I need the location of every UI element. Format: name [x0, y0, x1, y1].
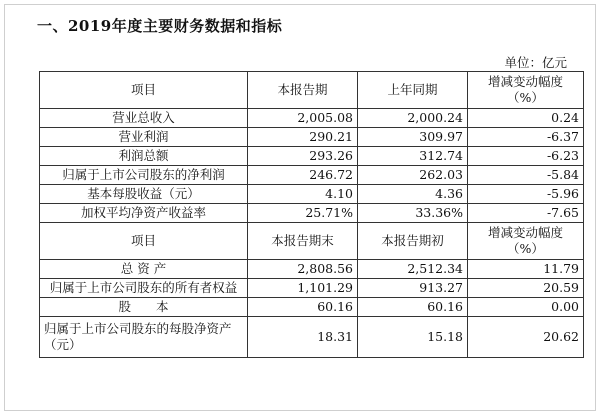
value-cell: 0.00: [468, 298, 584, 317]
value-cell: 290.21: [248, 128, 358, 147]
value-cell: 262.03: [358, 166, 468, 185]
row-label: 基本每股收益（元）: [40, 185, 248, 204]
table-row: [40, 109, 584, 128]
value-cell: 2,005.08: [248, 109, 358, 128]
table-row: [40, 185, 584, 204]
value-cell: 20.59: [468, 279, 584, 298]
value-cell: 4.36: [358, 185, 468, 204]
column-header: 本报告期末: [248, 223, 358, 260]
unit-label: 单位：亿元: [504, 55, 567, 70]
value-cell: 293.26: [248, 147, 358, 166]
value-cell: 33.36%: [358, 204, 468, 223]
value-cell: 20.62: [468, 317, 584, 358]
column-header: 上年同期: [358, 72, 468, 109]
column-header: 本报告期初: [358, 223, 468, 260]
table-row: [40, 298, 584, 317]
row-label: 营业总收入: [40, 109, 248, 128]
value-cell: 60.16: [248, 298, 358, 317]
value-cell: 309.97: [358, 128, 468, 147]
table-row: [40, 260, 584, 279]
value-cell: -6.37: [468, 128, 584, 147]
financial-table: [39, 71, 584, 358]
table-row: [40, 128, 584, 147]
row-label: 归属于上市公司股东的每股净资产 （元）: [40, 317, 248, 358]
table-row: [40, 279, 584, 298]
value-cell: 312.74: [358, 147, 468, 166]
value-cell: 2,000.24: [358, 109, 468, 128]
value-cell: -7.65: [468, 204, 584, 223]
value-cell: 246.72: [248, 166, 358, 185]
table-header-row: [40, 72, 584, 109]
value-cell: 15.18: [358, 317, 468, 358]
table-row: [40, 166, 584, 185]
table-row: [40, 317, 584, 358]
value-cell: 2,808.56: [248, 260, 358, 279]
table-row: [40, 204, 584, 223]
value-cell: -5.96: [468, 185, 584, 204]
value-cell: 11.79: [468, 260, 584, 279]
row-label: 总 资 产: [40, 260, 248, 279]
value-cell: 0.24: [468, 109, 584, 128]
row-label: 营业利润: [40, 128, 248, 147]
value-cell: 60.16: [358, 298, 468, 317]
row-label: 加权平均净资产收益率: [40, 204, 248, 223]
value-cell: 1,101.29: [248, 279, 358, 298]
column-header: 项目: [40, 223, 248, 260]
value-cell: 18.31: [248, 317, 358, 358]
row-label: 归属于上市公司股东的净利润: [40, 166, 248, 185]
value-cell: -5.84: [468, 166, 584, 185]
row-label: 利润总额: [40, 147, 248, 166]
column-header: 项目: [40, 72, 248, 109]
value-cell: 4.10: [248, 185, 358, 204]
value-cell: 2,512.34: [358, 260, 468, 279]
table-header-row: [40, 223, 584, 260]
column-header: 本报告期: [248, 72, 358, 109]
value-cell: 25.71%: [248, 204, 358, 223]
document-page: [4, 4, 596, 411]
row-label: 股 本: [40, 298, 248, 317]
section-heading: 一、2019年度主要财务数据和指标: [37, 17, 283, 35]
value-cell: -6.23: [468, 147, 584, 166]
column-header: 增减变动幅度 （%）: [468, 223, 584, 260]
column-header: 增减变动幅度 （%）: [468, 72, 584, 109]
row-label: 归属于上市公司股东的所有者权益: [40, 279, 248, 298]
value-cell: 913.27: [358, 279, 468, 298]
table-row: [40, 147, 584, 166]
